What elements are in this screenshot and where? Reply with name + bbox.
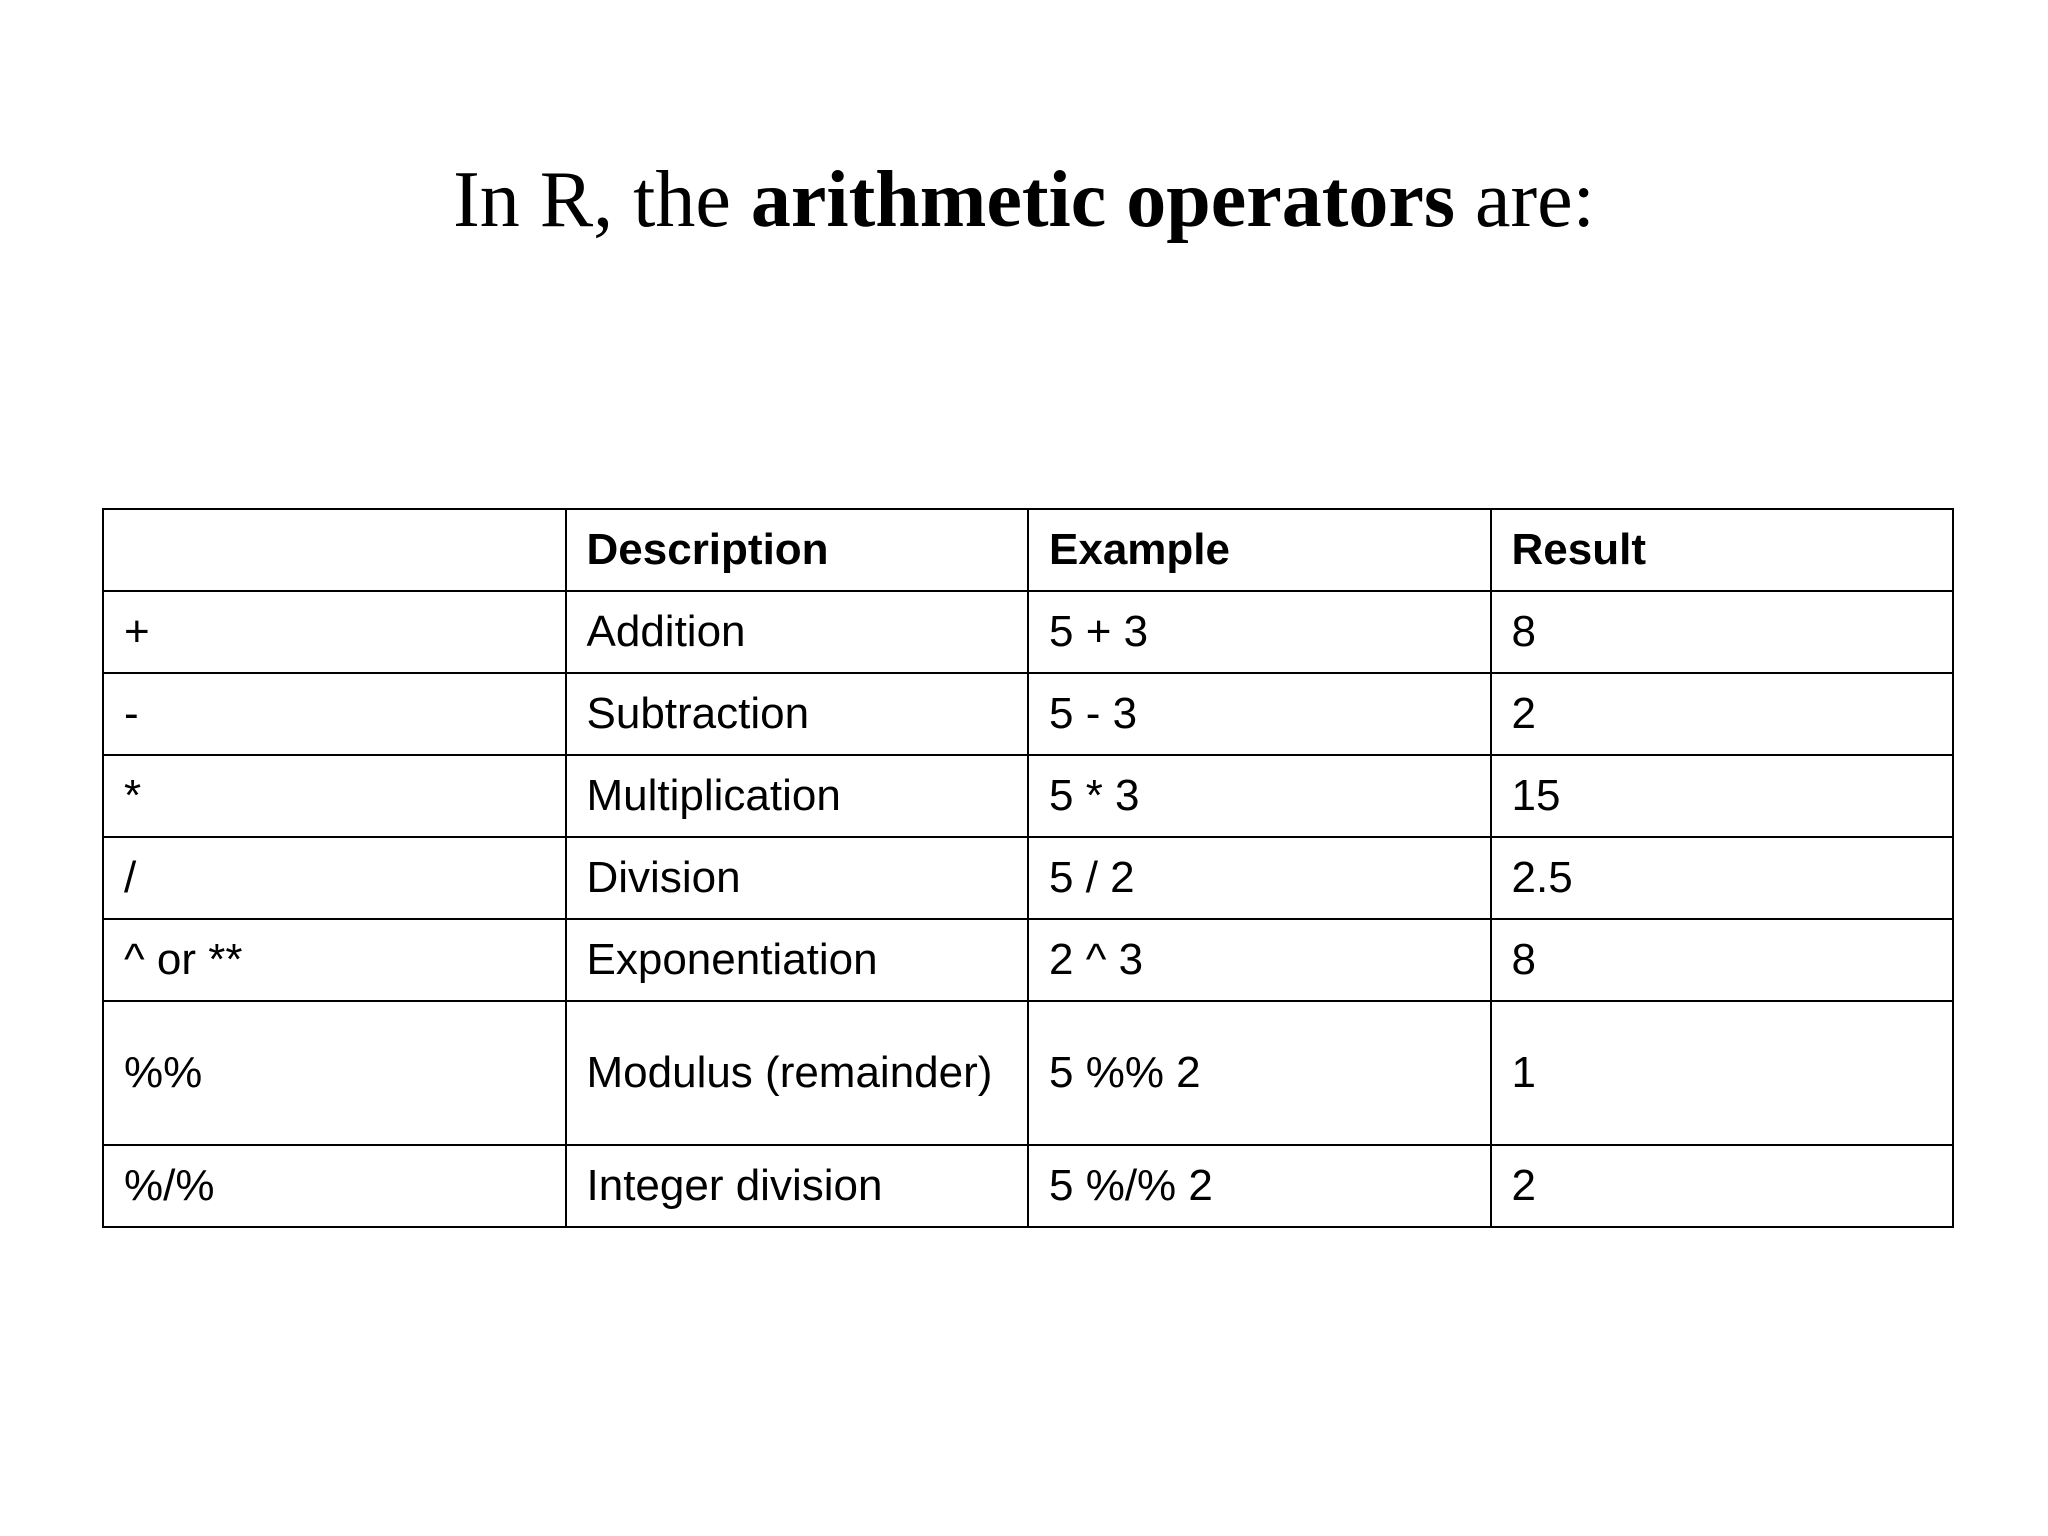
title-emphasis: arithmetic operators bbox=[750, 156, 1456, 244]
result-cell: 15 bbox=[1491, 755, 1954, 837]
page-title bbox=[0, 150, 2048, 250]
description-cell: Exponentiation bbox=[566, 919, 1029, 1001]
description-cell: Modulus (remainder) bbox=[566, 1001, 1029, 1145]
operator-cell: / bbox=[103, 837, 566, 919]
description-cell: Multiplication bbox=[566, 755, 1029, 837]
title-prefix: In R, the bbox=[453, 156, 751, 244]
table-row bbox=[103, 1145, 1953, 1227]
header-example: Example bbox=[1028, 509, 1491, 591]
example-cell: 5 - 3 bbox=[1028, 673, 1491, 755]
result-cell: 8 bbox=[1491, 591, 1954, 673]
header-result: Result bbox=[1491, 509, 1954, 591]
result-cell: 2.5 bbox=[1491, 837, 1954, 919]
table-row bbox=[103, 919, 1953, 1001]
table-row bbox=[103, 837, 1953, 919]
description-cell: Division bbox=[566, 837, 1029, 919]
result-cell: 2 bbox=[1491, 1145, 1954, 1227]
table-row bbox=[103, 755, 1953, 837]
operator-cell: + bbox=[103, 591, 566, 673]
example-cell: 5 %% 2 bbox=[1028, 1001, 1491, 1145]
description-cell: Subtraction bbox=[566, 673, 1029, 755]
header-operator bbox=[103, 509, 566, 591]
table-row bbox=[103, 673, 1953, 755]
result-cell: 8 bbox=[1491, 919, 1954, 1001]
description-cell: Addition bbox=[566, 591, 1029, 673]
example-cell: 2 ^ 3 bbox=[1028, 919, 1491, 1001]
result-cell: 2 bbox=[1491, 673, 1954, 755]
table-header-row bbox=[103, 509, 1953, 591]
result-cell: 1 bbox=[1491, 1001, 1954, 1145]
table-row bbox=[103, 1001, 1953, 1145]
description-cell: Integer division bbox=[566, 1145, 1029, 1227]
example-cell: 5 + 3 bbox=[1028, 591, 1491, 673]
operator-cell: - bbox=[103, 673, 566, 755]
example-cell: 5 / 2 bbox=[1028, 837, 1491, 919]
operator-cell: ^ or ** bbox=[103, 919, 566, 1001]
operator-cell: %/% bbox=[103, 1145, 566, 1227]
operators-table bbox=[102, 508, 1954, 1228]
header-description: Description bbox=[566, 509, 1029, 591]
table-row bbox=[103, 591, 1953, 673]
title-suffix: are: bbox=[1455, 156, 1595, 244]
operator-cell: %% bbox=[103, 1001, 566, 1145]
example-cell: 5 * 3 bbox=[1028, 755, 1491, 837]
operator-cell: * bbox=[103, 755, 566, 837]
example-cell: 5 %/% 2 bbox=[1028, 1145, 1491, 1227]
